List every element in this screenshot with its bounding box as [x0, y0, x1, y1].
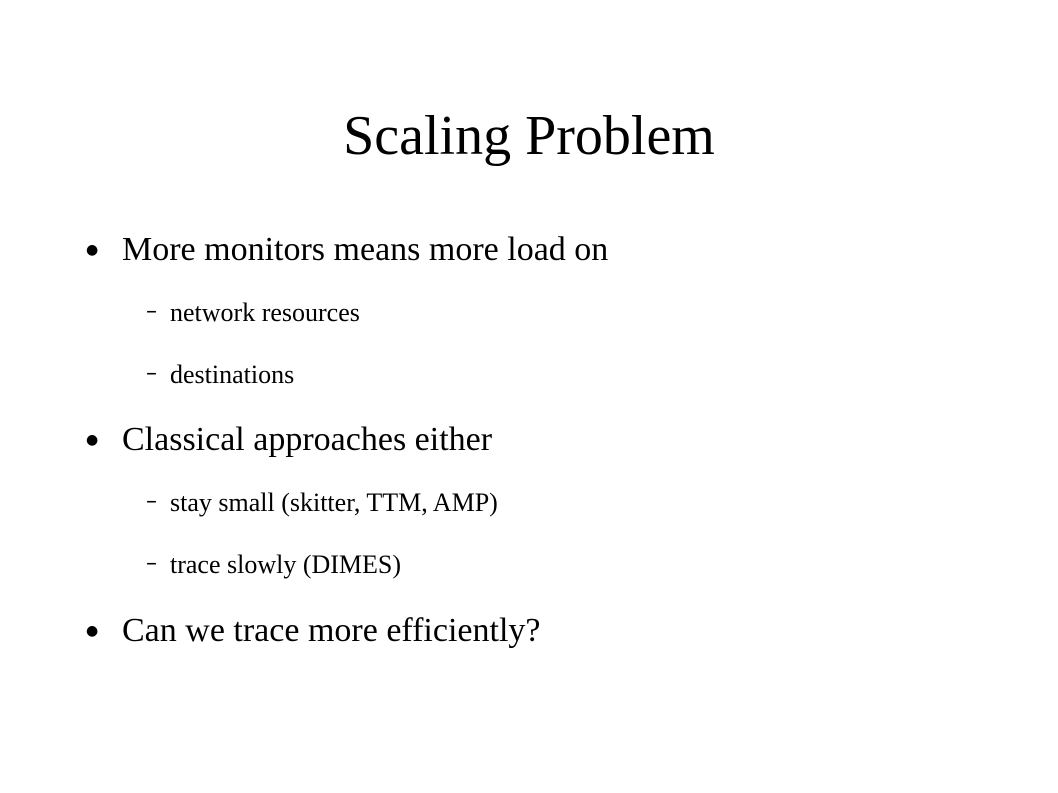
sub-bullet-text: network resources	[170, 298, 360, 327]
dash-icon: –	[146, 551, 157, 576]
bullet-text: Can we trace more efficiently?	[122, 612, 541, 649]
bullet-dot-icon: ●	[86, 432, 99, 448]
sub-bullet-text: stay small (skitter, TTM, AMP)	[170, 488, 498, 517]
bullet-dot-icon: ●	[86, 623, 99, 639]
slide-title: Scaling Problem	[343, 105, 715, 167]
dash-icon: –	[146, 361, 157, 386]
bullet-text: More monitors means more load on	[122, 231, 609, 268]
dash-icon: –	[146, 299, 157, 324]
sub-bullet-text: trace slowly (DIMES)	[170, 550, 402, 579]
sub-bullet-text: destinations	[170, 360, 295, 389]
bullet-text: Classical approaches either	[122, 421, 493, 458]
dash-icon: –	[146, 489, 157, 514]
bullet-dot-icon: ●	[86, 242, 99, 258]
